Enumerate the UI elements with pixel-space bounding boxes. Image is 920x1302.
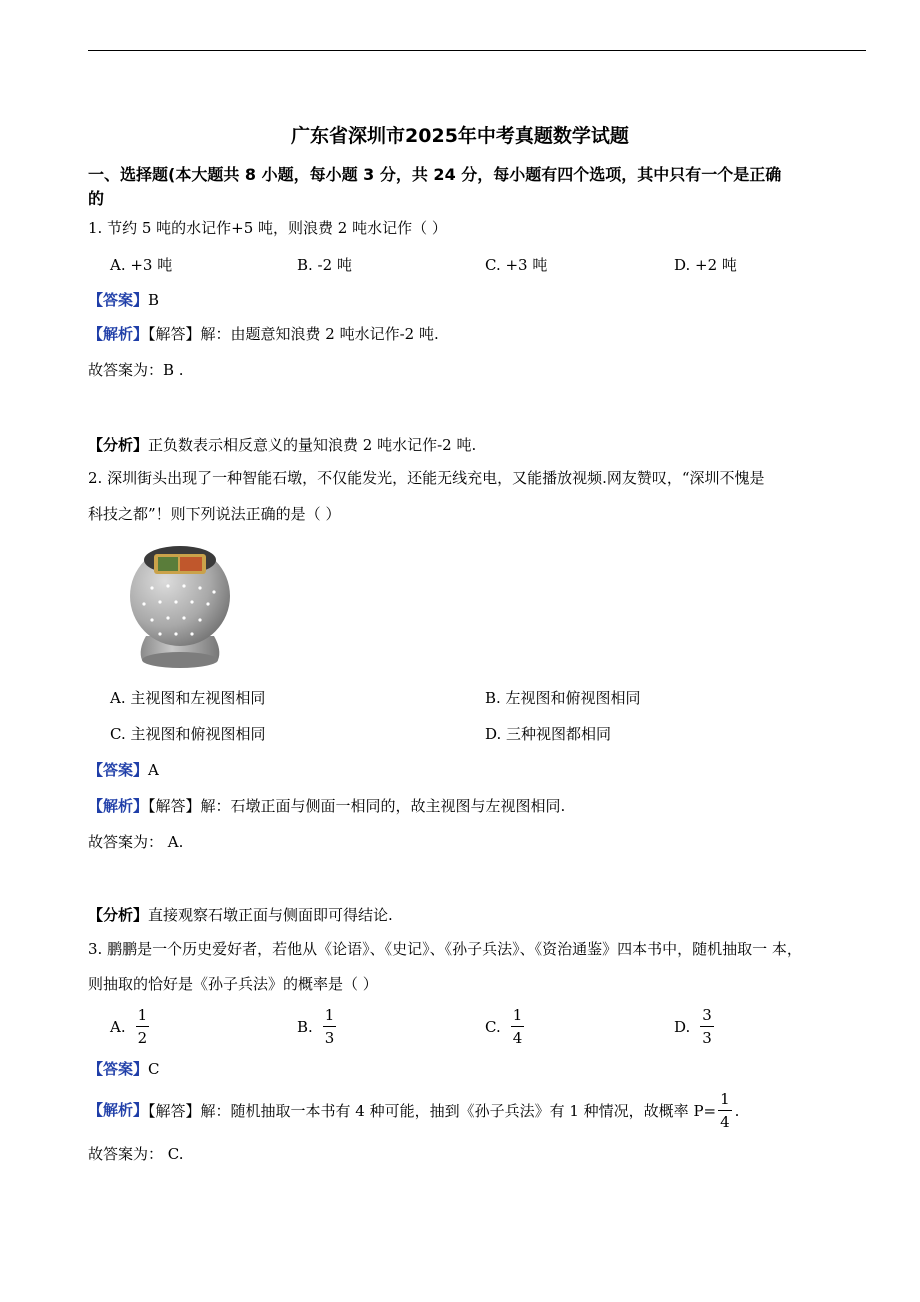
q1-analysis [88,434,476,455]
q1-option-c: C. +3 吨 [485,256,548,274]
q1-explain [88,323,439,344]
q3-answer-value: C [148,1060,160,1078]
q2-stem-line2: 科技之都”！则下列说法正确的是（ ） [88,505,341,523]
q3-option-b-letter: B. [297,1017,313,1036]
denominator: 3 [324,1029,335,1047]
q3-option-a [110,1006,149,1047]
numerator: 1 [136,1006,150,1027]
q3-option-c-letter: C. [485,1017,501,1036]
q1-analysis-text: 正负数表示相反意义的量知浪费 2 吨水记作-2 吨. [148,436,477,454]
q3-stem-line1: 3. 鹏鹏是一个历史爱好者，若他从《论语》、《史记》、《孙子兵法》、《资治通鉴》四本书中，随机抽取一 本， [88,940,802,958]
q3-option-c-fraction [511,1006,525,1047]
q3-option-a-fraction [136,1006,150,1047]
explain-label: 【解析】 [88,797,149,815]
answer-label: 【答案】 [88,291,149,309]
explain-label: 【解析】 [88,1101,149,1119]
section-heading-line1: 一、选择题(本大题共 8 小题，每小题 3 分，共 24 分，每小题有四个选项，其中只有一个是正确 [88,165,782,184]
q3-option-d [674,1006,714,1047]
answer-label: 【答案】 [88,1060,149,1078]
q3-option-b-fraction [323,1006,337,1047]
q2-option-b: B. 左视图和俯视图相同 [485,689,641,707]
page-title: 广东省深圳市2025年中考真题数学试题 [291,125,629,147]
q2-option-a: A. 主视图和左视图相同 [110,689,266,707]
numerator: 1 [511,1006,525,1027]
q3-stem-line2: 则抽取的恰好是《孙子兵法》的概率是（ ） [88,975,378,993]
q1-answer [88,289,159,310]
q2-conclusion: 故答案为： A. [88,833,184,851]
q1-option-a: A. +3 吨 [110,256,173,274]
q3-option-a-letter: A. [110,1017,126,1036]
denominator: 2 [137,1029,148,1047]
q3-option-c [485,1006,524,1047]
q3-option-d-letter: D. [674,1017,691,1036]
q1-conclusion: 故答案为：B . [88,361,184,379]
analysis-label: 【分析】 [88,906,149,924]
numerator: 1 [718,1090,732,1111]
q3-answer [88,1058,160,1079]
numerator: 3 [700,1006,714,1027]
q3-option-b [297,1006,336,1047]
denominator: 4 [512,1029,523,1047]
q3-explain-fraction [718,1090,732,1131]
q1-explain-text: 【解答】解：由题意知浪费 2 吨水记作-2 吨. [148,325,439,343]
q2-option-c: C. 主视图和俯视图相同 [110,725,266,743]
explain-label: 【解析】 [88,325,149,343]
q2-answer-value: A [148,761,159,779]
q1-stem: 1. 节约 5 吨的水记作+5 吨，则浪费 2 吨水记作（ ） [88,219,447,237]
q1-answer-value: B [148,291,160,309]
answer-label: 【答案】 [88,761,149,779]
smart-stone-pier-image [118,538,244,672]
header-rule [88,50,866,51]
q3-explain [88,1090,739,1131]
q2-analysis [88,904,393,925]
section-heading-line2: 的 [88,189,105,208]
q2-stem-line1: 2. 深圳街头出现了一种智能石墩，不仅能发光，还能无线充电，又能播放视频.网友赞叹，“深圳不愧是 [88,469,765,487]
denominator: 3 [702,1029,712,1047]
q2-explain-text: 【解答】解：石墩正面与侧面一相同的，故主视图与左视图相同. [148,797,566,815]
q3-option-d-fraction [700,1006,714,1047]
q1-option-b: B. -2 吨 [297,256,352,274]
q2-option-d: D. 三种视图都相同 [485,725,612,743]
q1-option-d: D. +2 吨 [674,256,737,274]
q2-explain [88,795,565,816]
q3-explain-end: . [734,1101,740,1120]
q3-explain-text: 【解答】解：随机抽取一本书有 4 种可能，抽到《孙子兵法》有 1 种情况，故概率 P= [148,1102,717,1120]
denominator: 4 [720,1113,730,1131]
numerator: 1 [323,1006,337,1027]
q2-analysis-text: 直接观察石墩正面与侧面即可得结论. [148,906,393,924]
q2-answer [88,759,159,780]
analysis-label: 【分析】 [88,436,149,454]
q3-conclusion: 故答案为： C. [88,1145,184,1163]
